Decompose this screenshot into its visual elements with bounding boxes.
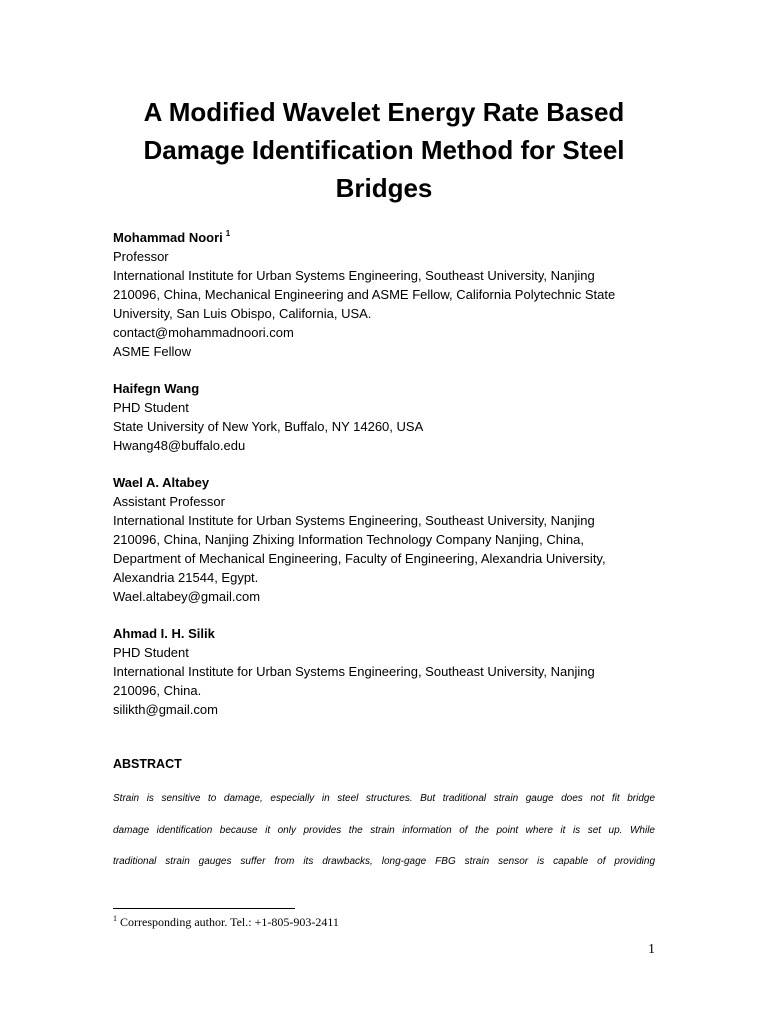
abstract-body (113, 790, 655, 885)
paper-title (0, 93, 768, 207)
abstract-line: damage identification because it only provides the strain information of the point where it is set up. While (113, 824, 655, 836)
footnote-marker: 1 (113, 914, 117, 923)
author-list (113, 224, 673, 737)
author-block (113, 624, 673, 719)
abstract-line: Strain is sensitive to damage, especially in steel structures. But traditional strain gauge does not fit bridge (113, 793, 655, 804)
abstract-heading: ABSTRACT (113, 757, 182, 771)
author-affiliation-line: International Institute for Urban Systems Engineering, Southeast University, Nanjing (113, 664, 595, 679)
author-block (113, 379, 673, 455)
page-number: 1 (648, 942, 655, 957)
author-affiliation-line: 210096, China, Nanjing Zhixing Information Technology Company Nanjing, China, (113, 532, 584, 547)
author-name: Wael A. Altabey (113, 475, 210, 490)
author-title: Assistant Professor (113, 494, 225, 509)
author-name: Mohammad Noori $^1$ (113, 229, 231, 245)
author-name: Ahmad I. H. Silik (113, 626, 215, 641)
footnote-text: Corresponding author. Tel.: +1-805-903-2411 (120, 915, 339, 929)
author-affiliation-line: Alexandria 21544, Egypt. (113, 570, 259, 585)
author-affiliation-line: 210096, China. (113, 683, 202, 698)
author-note: ASME Fellow (113, 344, 192, 359)
author-block (113, 473, 673, 606)
title-line: Bridges (335, 173, 433, 203)
author-email: Hwang48@buffalo.edu (113, 438, 246, 453)
footnote-divider (113, 908, 295, 909)
author-affiliation-line: International Institute for Urban Systems Engineering, Southeast University, Nanjing (113, 268, 595, 283)
author-affiliation-line: 210096, China, Mechanical Engineering and ASME Fellow, California Polytechnic State (113, 287, 616, 302)
author-email: silikth@gmail.com (113, 702, 218, 717)
footnote (113, 914, 339, 930)
title-line: Damage Identification Method for Steel (143, 135, 625, 165)
author-block (113, 224, 673, 361)
author-title: PHD Student (113, 400, 189, 415)
author-title: PHD Student (113, 645, 189, 660)
author-affiliation-line: Department of Mechanical Engineering, Faculty of Engineering, Alexandria University, (113, 551, 606, 566)
author-affiliation-line: International Institute for Urban Systems Engineering, Southeast University, Nanjing (113, 513, 595, 528)
author-affiliation-line: State University of New York, Buffalo, NY 14260, USA (113, 419, 424, 434)
author-affiliation-line: University, San Luis Obispo, California, USA. (113, 306, 372, 321)
author-title: Professor (113, 249, 169, 264)
title-line: A Modified Wavelet Energy Rate Based (143, 97, 625, 127)
abstract-line: traditional strain gauges suffer from its drawbacks, long-gage FBG strain sensor is capable of providing (113, 856, 655, 867)
author-name: Haifegn Wang (113, 381, 200, 396)
author-email: Wael.altabey@gmail.com (113, 589, 261, 604)
author-email: contact@mohammadnoori.com (113, 325, 294, 340)
author-superscript: 1 (225, 229, 231, 238)
